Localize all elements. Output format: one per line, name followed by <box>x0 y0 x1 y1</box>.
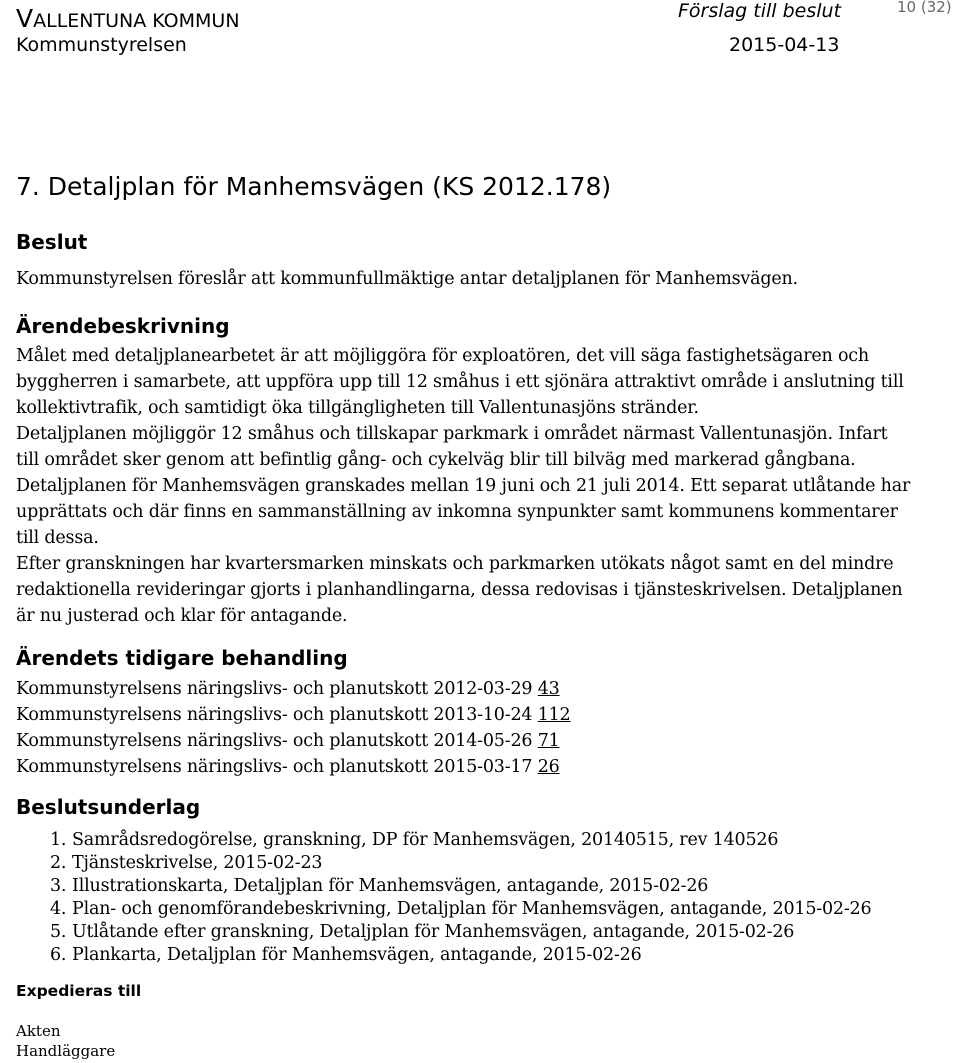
history-heading: Ärendets tidigare behandling <box>16 646 348 670</box>
basis-item-text: Plankarta, Detaljplan för Manhemsvägen, antagande, 2015-02-26 <box>72 945 642 965</box>
description-line: upprättats och där finns en sammanställning av inkomna synpunkter samt kommunens kommentarer <box>16 502 898 522</box>
description-line: redaktionella revideringar gjorts i planhandlingarna, dessa redovisas i tjänsteskrivelsen. Detaljplanen <box>16 580 903 600</box>
basis-item-number: 5. <box>50 922 67 942</box>
history-item <box>16 731 560 751</box>
basis-item-number: 3. <box>50 876 67 896</box>
history-item-text: Kommunstyrelsens näringslivs- och planutskott 2014-05-26 <box>16 731 538 751</box>
basis-item-text: Samrådsredogörelse, granskning, DP för Manhemsvägen, 20140515, rev 140526 <box>72 830 779 850</box>
description-line: Detaljplanen för Manhemsvägen granskades mellan 19 juni och 21 juli 2014. Ett separat utlåtande har <box>16 476 911 496</box>
description-line: Målet med detaljplanearbetet är att möjliggöra för exploatören, det vill säga fastighetsägaren och <box>16 346 869 366</box>
description-line: byggherren i samarbete, att uppföra upp till 12 småhus i ett sjönära attraktivt område i anslutning till <box>16 372 904 392</box>
description-line: till området sker genom att befintlig gång- och cykelväg blir till bilväg med markerad gångbana. <box>16 450 856 470</box>
basis-item-number: 6. <box>50 945 67 965</box>
dispatch-heading: Expedieras till <box>16 982 142 1000</box>
basis-item-number: 4. <box>50 899 67 919</box>
basis-item-text: Illustrationskarta, Detaljplan för Manhemsvägen, antagande, 2015-02-26 <box>72 876 709 896</box>
description-line: Detaljplanen möjliggör 12 småhus och tillskapar parkmark i området närmast Vallentunasjön. Infart <box>16 424 888 444</box>
basis-item <box>50 899 871 919</box>
description-line: till dessa. <box>16 528 99 548</box>
description-heading: Ärendebeskrivning <box>16 314 230 338</box>
committee-name: Kommunstyrelsen <box>16 34 187 56</box>
history-item <box>16 679 560 699</box>
organization-initial: V <box>16 4 34 33</box>
section-title: 7. Detaljplan för Manhemsvägen (KS 2012.178) <box>16 172 612 201</box>
basis-item-number: 1. <box>50 830 67 850</box>
dispatch-recipient: Handläggare <box>16 1042 116 1060</box>
basis-item <box>50 876 708 896</box>
basis-item <box>50 830 778 850</box>
basis-item <box>50 853 322 873</box>
paragraph-link[interactable]: 26 <box>537 757 560 777</box>
page-number: 10 (32) <box>897 0 952 16</box>
organization-name <box>16 4 240 33</box>
description-line: är nu justerad och klar för antagande. <box>16 606 348 626</box>
basis-item-text: Plan- och genomförandebeskrivning, Detaljplan för Manhemsvägen, antagande, 2015-02-26 <box>72 899 872 919</box>
basis-item <box>50 922 794 942</box>
basis-heading: Beslutsunderlag <box>16 795 201 819</box>
dispatch-recipient: Akten <box>16 1022 61 1040</box>
paragraph-link[interactable]: 43 <box>537 679 560 699</box>
decision-heading: Beslut <box>16 230 88 254</box>
history-item-text: Kommunstyrelsens näringslivs- och planutskott 2012-03-29 <box>16 679 538 699</box>
organization-rest: ALLENTUNA KOMMUN <box>33 10 240 32</box>
meeting-date: 2015-04-13 <box>729 34 840 56</box>
history-item <box>16 705 571 725</box>
paragraph-link[interactable]: 112 <box>537 705 571 725</box>
paragraph-link[interactable]: 71 <box>537 731 560 751</box>
history-item-text: Kommunstyrelsens näringslivs- och planutskott 2015-03-17 <box>16 757 538 777</box>
proposal-label: Förslag till beslut <box>678 0 842 22</box>
history-item-text: Kommunstyrelsens näringslivs- och planutskott 2013-10-24 <box>16 705 538 725</box>
description-line: kollektivtrafik, och samtidigt öka tillgängligheten till Vallentunasjöns stränder. <box>16 398 699 418</box>
basis-item-number: 2. <box>50 853 67 873</box>
description-line: Efter granskningen har kvartersmarken minskats och parkmarken utökats något samt en del mindre <box>16 554 894 574</box>
history-item <box>16 757 560 777</box>
basis-item <box>50 945 642 965</box>
basis-item-text: Utlåtande efter granskning, Detaljplan för Manhemsvägen, antagande, 2015-02-26 <box>72 922 795 942</box>
basis-item-text: Tjänsteskrivelse, 2015-02-23 <box>72 853 323 873</box>
decision-text: Kommunstyrelsen föreslår att kommunfullmäktige antar detaljplanen för Manhemsvägen. <box>16 269 798 289</box>
